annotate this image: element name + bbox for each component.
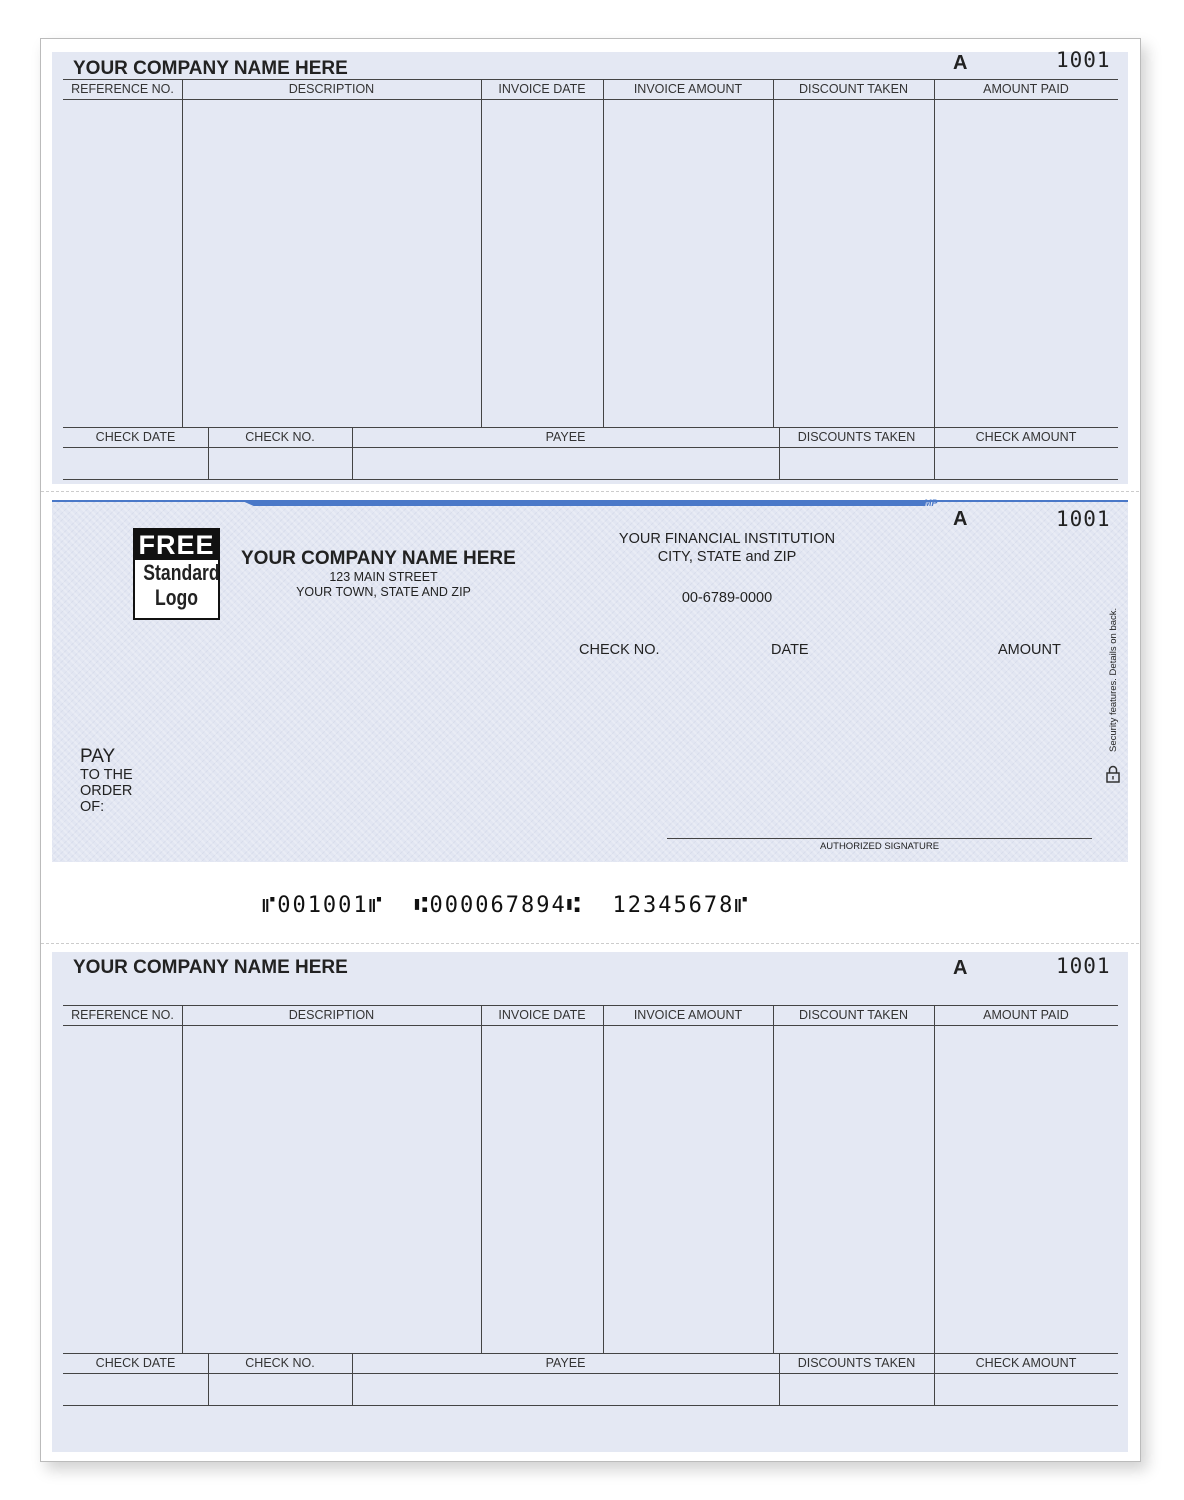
signature-line xyxy=(667,838,1092,839)
stub-company-name: YOUR COMPANY NAME HERE xyxy=(73,58,348,79)
routing-fraction: 00-6789-0000 xyxy=(681,590,773,606)
table-rule xyxy=(63,447,1118,448)
logo-standard: Standard xyxy=(143,560,220,585)
table-rule xyxy=(63,1373,1118,1374)
column-header: DESCRIPTION xyxy=(288,82,375,96)
footer-column-header: CHECK DATE xyxy=(95,430,176,444)
table-rule xyxy=(63,1025,1118,1026)
check-letter: A xyxy=(953,508,968,530)
footer-column-header: DISCOUNTS TAKEN xyxy=(797,1356,916,1370)
footer-column-header: PAYEE xyxy=(545,1356,586,1370)
column-header: INVOICE AMOUNT xyxy=(633,1008,743,1022)
footer-column-header: CHECK AMOUNT xyxy=(975,430,1077,444)
check-number: 1001 xyxy=(1056,507,1111,531)
column-header: AMOUNT PAID xyxy=(983,82,1069,96)
date-label: DATE xyxy=(771,642,809,658)
top-stub xyxy=(52,48,1128,484)
lock-icon xyxy=(1106,765,1120,788)
amount-label: AMOUNT xyxy=(998,642,1061,658)
check xyxy=(52,500,1128,862)
footer-column-header: CHECK NO. xyxy=(245,430,315,444)
logo-free: FREE xyxy=(135,530,218,560)
column-header: AMOUNT PAID xyxy=(983,1008,1069,1022)
perforation xyxy=(41,491,1139,492)
column-header: REFERENCE NO. xyxy=(71,1008,174,1022)
footer-column-header: DISCOUNTS TAKEN xyxy=(797,430,916,444)
bank-info xyxy=(592,530,862,607)
column-divider xyxy=(603,1005,604,1353)
column-divider xyxy=(481,1005,482,1353)
mp-icon: MP xyxy=(924,498,938,508)
stub-check-number: 1001 xyxy=(1056,954,1111,978)
security-text: Security features. Details on back. xyxy=(1108,607,1119,752)
footer-column-header: CHECK NO. xyxy=(245,1356,315,1370)
bank-city: CITY, STATE and ZIP xyxy=(657,549,797,565)
table-rule xyxy=(63,1405,1118,1406)
pay-to-label xyxy=(80,747,133,815)
table-rule xyxy=(63,479,1118,480)
address-line-1: 123 MAIN STREET xyxy=(329,570,438,584)
column-divider xyxy=(773,1005,774,1353)
column-divider xyxy=(603,79,604,427)
column-header: DESCRIPTION xyxy=(288,1008,375,1022)
column-header: REFERENCE NO. xyxy=(71,82,174,96)
company-address xyxy=(241,570,526,600)
stub-company-name: YOUR COMPANY NAME HERE xyxy=(73,957,348,978)
column-divider xyxy=(934,79,935,427)
bank-name: YOUR FINANCIAL INSTITUTION xyxy=(618,531,836,547)
top-rule xyxy=(52,500,1128,502)
column-divider xyxy=(773,79,774,427)
column-header: DISCOUNT TAKEN xyxy=(798,82,909,96)
column-divider xyxy=(481,79,482,427)
footer-column-header: CHECK DATE xyxy=(95,1356,176,1370)
logo xyxy=(133,528,220,620)
address-line-2: YOUR TOWN, STATE AND ZIP xyxy=(296,585,471,599)
check-no-label: CHECK NO. xyxy=(579,642,660,658)
column-divider xyxy=(182,1005,183,1353)
of-label: OF: xyxy=(80,799,105,815)
pay-label: PAY xyxy=(80,746,116,767)
column-divider xyxy=(934,1005,935,1353)
column-header: INVOICE AMOUNT xyxy=(633,82,743,96)
bottom-stub xyxy=(52,952,1128,1452)
order-label: ORDER xyxy=(80,783,133,799)
column-divider xyxy=(182,79,183,427)
check-company-name: YOUR COMPANY NAME HERE xyxy=(241,548,516,569)
signature-label: AUTHORIZED SIGNATURE xyxy=(819,841,940,852)
stub-letter: A xyxy=(953,957,968,979)
micr-line: ⑈001001⑈ ⑆000067894⑆ 12345678⑈ xyxy=(262,893,750,918)
to-the-label: TO THE xyxy=(80,767,133,783)
footer-column-header: CHECK AMOUNT xyxy=(975,1356,1077,1370)
stub-check-number: 1001 xyxy=(1056,48,1111,72)
column-header: INVOICE DATE xyxy=(498,82,586,96)
logo-text: Logo xyxy=(154,585,198,610)
column-header: DISCOUNT TAKEN xyxy=(798,1008,909,1022)
table-rule xyxy=(63,99,1118,100)
perforation xyxy=(41,943,1139,944)
footer-column-header: PAYEE xyxy=(545,430,586,444)
stub-letter: A xyxy=(953,52,968,74)
column-header: INVOICE DATE xyxy=(498,1008,586,1022)
